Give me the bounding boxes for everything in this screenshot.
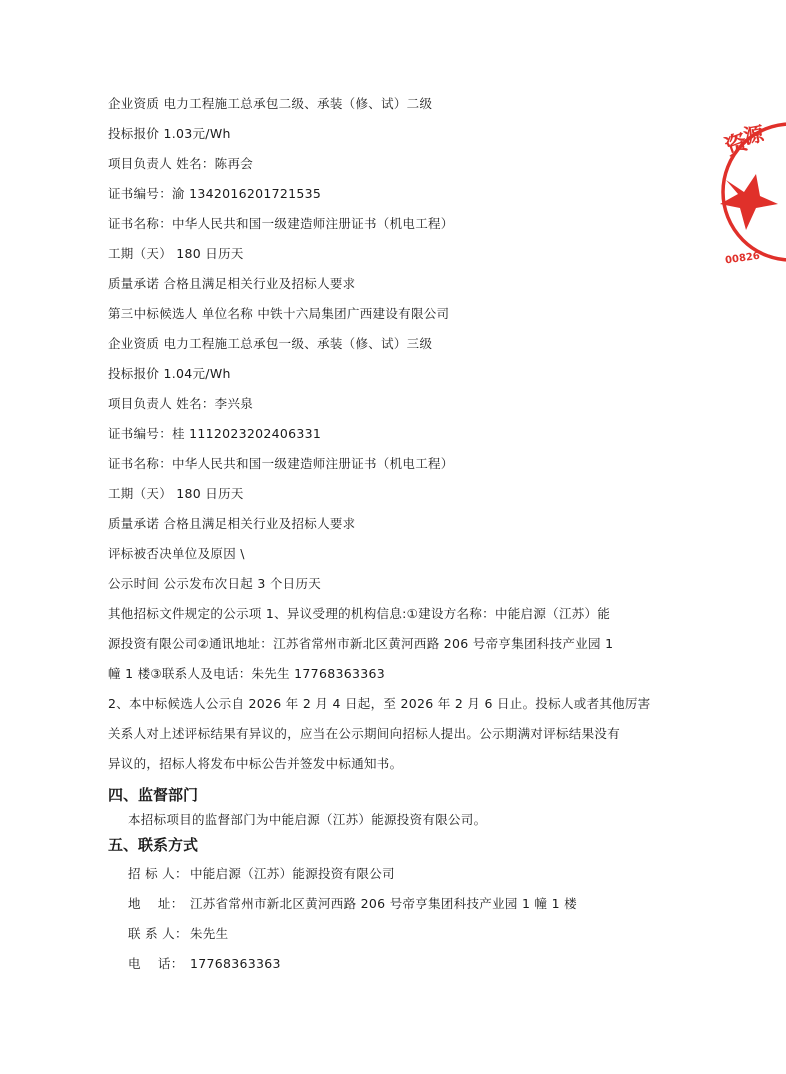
- duration-line-2: 工期（天） 180 日历天: [108, 246, 244, 261]
- contact-label: 招 标 人：: [128, 866, 188, 881]
- bid-price-line-2: 投标报价 1.03元/Wh: [108, 126, 231, 141]
- publicity-period-line: 公示时间 公示发布次日起 3 个日历天: [108, 576, 322, 591]
- contact-row-phone: [128, 956, 281, 972]
- duration-line-3: 工期（天） 180 日历天: [108, 486, 244, 501]
- certificate-number-line-2: 证书编号：渝 1342016201721535: [108, 186, 322, 201]
- contact-value: 朱先生: [190, 926, 229, 941]
- supervision-text: 本招标项目的监督部门为中能启源（江苏）能源投资有限公司。: [128, 812, 487, 827]
- objection-line-2: 关系人对上述评标结果有异议的，应当在公示期间向招标人提出。公示期满对评标结果没有: [108, 726, 621, 741]
- contact-value: 17768363363: [190, 956, 281, 971]
- contact-row-person: [128, 926, 228, 942]
- project-manager-line-2: 项目负责人 姓名：陈再会: [108, 156, 254, 171]
- contact-value: 江苏省常州市新北区黄河西路 206 号帝亨集团科技产业园 1 幢 1 楼: [190, 896, 577, 911]
- svg-text:源: 源: [741, 121, 766, 149]
- quality-line-2: 质量承诺 合格且满足相关行业及招标人要求: [108, 276, 356, 291]
- third-candidate-line: 第三中标候选人 单位名称 中铁十六局集团广西建设有限公司: [108, 306, 450, 321]
- svg-text:资: 资: [721, 129, 752, 161]
- company-seal: [716, 112, 786, 272]
- contact-label: 联 系 人：: [128, 926, 188, 941]
- other-items-line-1: 其他招标文件规定的公示项 1、异议受理的机构信息:①建设方名称：中能启源（江苏）能: [108, 606, 611, 621]
- quality-line-3: 质量承诺 合格且满足相关行业及招标人要求: [108, 516, 356, 531]
- objection-line-1: 2、本中标候选人公示自 2026 年 2 月 4 日起，至 2026 年 2 月 6 日止。投标人或者其他厉害: [108, 696, 651, 711]
- other-items-line-3: 幢 1 楼③联系人及电话：朱先生 17768363363: [108, 666, 385, 681]
- other-items-line-2: 源投资有限公司②通讯地址：江苏省常州市新北区黄河西路 206 号帝亨集团科技产业园 1: [108, 636, 614, 651]
- qualification-line-2: 企业资质 电力工程施工总承包二级、承装（修、试）二级: [108, 96, 433, 111]
- contact-row-address: [128, 896, 577, 912]
- section-heading-supervision: 四、监督部门: [108, 786, 199, 804]
- svg-text:00826: 00826: [724, 250, 761, 267]
- project-manager-line-3: 项目负责人 姓名：李兴泉: [108, 396, 254, 411]
- contact-label: 地 址：: [128, 896, 184, 911]
- rejected-bidders-line: 评标被否决单位及原因 \: [108, 546, 245, 561]
- qualification-line-3: 企业资质 电力工程施工总承包一级、承装（修、试）三级: [108, 336, 433, 351]
- certificate-name-line-3: 证书名称：中华人民共和国一级建造师注册证书（机电工程）: [108, 456, 454, 471]
- contact-row-tenderer: [128, 866, 395, 882]
- contact-label: 电 话：: [128, 956, 184, 971]
- section-heading-contact: 五、联系方式: [108, 836, 199, 854]
- certificate-name-line-2: 证书名称：中华人民共和国一级建造师注册证书（机电工程）: [108, 216, 454, 231]
- contact-value: 中能启源（江苏）能源投资有限公司: [190, 866, 395, 881]
- certificate-number-line-3: 证书编号：桂 1112023202406331: [108, 426, 322, 441]
- objection-line-3: 异议的，招标人将发布中标公告并签发中标通知书。: [108, 756, 403, 771]
- bid-price-line-3: 投标报价 1.04元/Wh: [108, 366, 231, 381]
